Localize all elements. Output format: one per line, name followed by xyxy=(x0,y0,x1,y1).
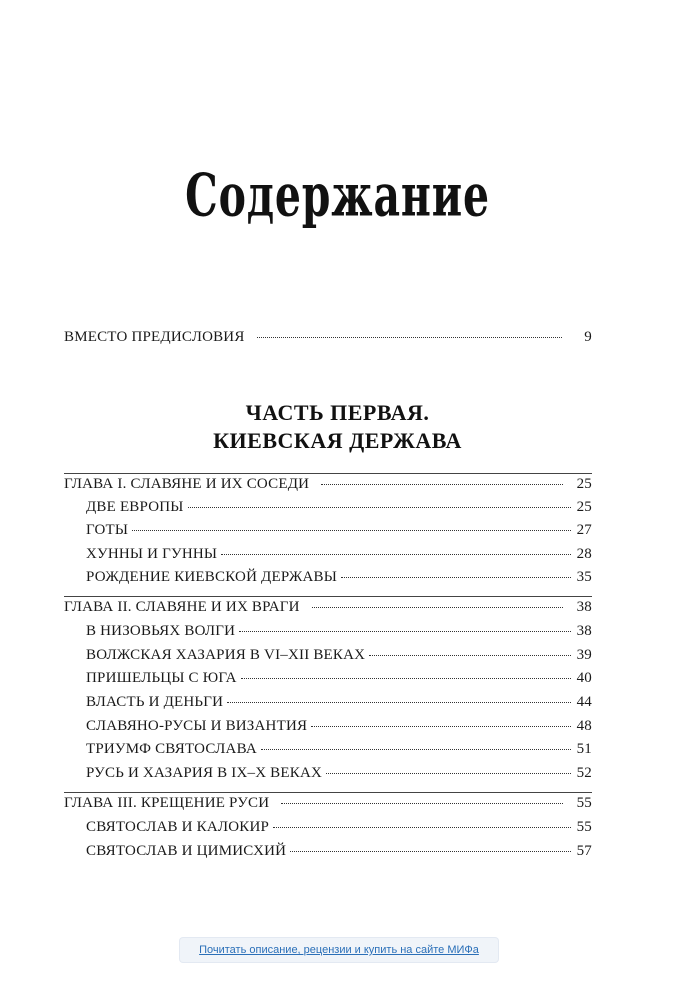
toc-leader-dots xyxy=(273,826,571,828)
toc-leader-dots xyxy=(290,850,570,852)
toc-entry-page: 35 xyxy=(576,569,592,585)
toc-entry-label: ХУННЫ И ГУННЫ xyxy=(86,546,218,562)
toc-chapter[interactable] xyxy=(64,795,592,817)
toc-entry-page: 38 xyxy=(576,623,592,639)
toc-entry-label: ТРИУМФ СВЯТОСЛАВА xyxy=(86,741,257,757)
toc-entry-label: ГОТЫ xyxy=(86,522,129,538)
toc-entry-page: 48 xyxy=(576,718,592,734)
toc-leader-dots xyxy=(321,483,562,485)
toc-section[interactable] xyxy=(86,499,592,521)
part-heading-line2: КИЕВСКАЯ ДЕРЖАВА xyxy=(213,428,462,453)
toc-entry-label: ВМЕСТО ПРЕДИСЛОВИЯ xyxy=(64,329,245,345)
toc-entry-page: 55 xyxy=(576,795,592,811)
chapter-divider xyxy=(64,473,592,474)
chapter-divider xyxy=(64,596,592,597)
toc-section[interactable] xyxy=(86,546,592,568)
buy-on-mif-link[interactable]: Почитать описание, рецензии и купить на сайте МИФа xyxy=(180,938,498,962)
toc-entry-label: ВОЛЖСКАЯ ХАЗАРИЯ В VI–XII ВЕКАХ xyxy=(86,647,366,663)
toc-leader-dots xyxy=(257,336,562,338)
toc-entry-page: 9 xyxy=(584,329,592,345)
toc-entry-label: ВЛАСТЬ И ДЕНЬГИ xyxy=(86,694,224,710)
toc-chapter[interactable] xyxy=(64,476,592,498)
toc-section[interactable] xyxy=(86,718,592,740)
toc-entry-page: 51 xyxy=(576,741,592,757)
toc-entry-page: 25 xyxy=(576,476,592,492)
toc-entry-page: 55 xyxy=(576,819,592,835)
toc-entry-label: ПРИШЕЛЬЦЫ С ЮГА xyxy=(86,670,237,686)
toc-leader-dots xyxy=(221,553,570,555)
toc-section[interactable] xyxy=(86,670,592,692)
toc-section[interactable] xyxy=(86,741,592,763)
toc-section[interactable] xyxy=(86,843,592,865)
toc-leader-dots xyxy=(227,701,570,703)
toc-entry-page: 27 xyxy=(576,522,592,538)
toc-entry-label: СВЯТОСЛАВ И КАЛОКИР xyxy=(86,819,270,835)
toc-leader-dots xyxy=(261,748,571,750)
toc-entry-label: РОЖДЕНИЕ КИЕВСКОЙ ДЕРЖАВЫ xyxy=(86,569,338,585)
toc-entry-page: 28 xyxy=(576,546,592,562)
toc-section[interactable] xyxy=(86,819,592,841)
chapter-divider xyxy=(64,792,592,793)
toc-entry-preface[interactable] xyxy=(64,329,592,351)
toc-entry-label: ДВЕ ЕВРОПЫ xyxy=(86,499,184,515)
toc-entry-page: 40 xyxy=(576,670,592,686)
toc-leader-dots xyxy=(312,606,563,608)
toc-leader-dots xyxy=(239,630,570,632)
part-heading-line1: ЧАСТЬ ПЕРВАЯ. xyxy=(245,400,430,425)
page-title: Содержание xyxy=(185,160,490,230)
toc-section[interactable] xyxy=(86,647,592,669)
toc-entry-label: ГЛАВА II. СЛАВЯНЕ И ИХ ВРАГИ xyxy=(64,599,300,615)
toc-entry-page: 39 xyxy=(576,647,592,663)
toc-leader-dots xyxy=(281,802,562,804)
toc-section[interactable] xyxy=(86,623,592,645)
toc-leader-dots xyxy=(241,677,571,679)
toc-chapter[interactable] xyxy=(64,599,592,621)
toc-leader-dots xyxy=(369,654,570,656)
toc-entry-page: 57 xyxy=(576,843,592,859)
toc-entry-page: 38 xyxy=(576,599,592,615)
toc-leader-dots xyxy=(132,529,570,531)
toc-entry-page: 52 xyxy=(576,765,592,781)
toc-section[interactable] xyxy=(86,694,592,716)
toc-entry-label: ГЛАВА III. КРЕЩЕНИЕ РУСИ xyxy=(64,795,270,811)
toc-leader-dots xyxy=(341,576,571,578)
toc-entry-label: РУСЬ И ХАЗАРИЯ В IX–X ВЕКАХ xyxy=(86,765,323,781)
toc-entry-label: ГЛАВА I. СЛАВЯНЕ И ИХ СОСЕДИ xyxy=(64,476,310,492)
toc-section[interactable] xyxy=(86,569,592,591)
toc-entry-label: СВЯТОСЛАВ И ЦИМИСХИЙ xyxy=(86,843,287,859)
toc-leader-dots xyxy=(188,506,571,508)
toc-leader-dots xyxy=(311,725,570,727)
toc-section[interactable] xyxy=(86,522,592,544)
toc-entry-label: В НИЗОВЬЯХ ВОЛГИ xyxy=(86,623,236,639)
toc-entry-page: 44 xyxy=(576,694,592,710)
toc-entry-label: СЛАВЯНО-РУСЫ И ВИЗАНТИЯ xyxy=(86,718,308,734)
toc-entry-page: 25 xyxy=(576,499,592,515)
toc-section[interactable] xyxy=(86,765,592,787)
toc-leader-dots xyxy=(326,772,571,774)
